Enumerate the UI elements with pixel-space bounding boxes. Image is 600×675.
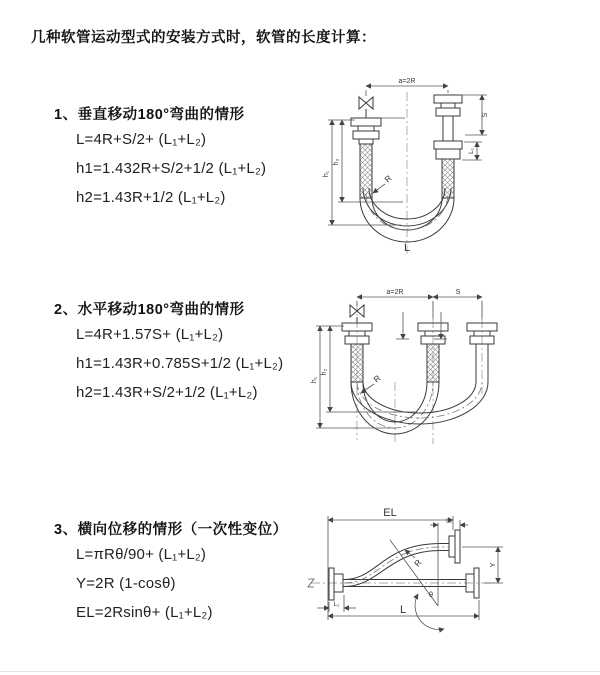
section-2-heading: 2、水平移动180°弯曲的情形 bbox=[54, 302, 245, 318]
radius-label: R bbox=[382, 173, 394, 185]
dim-label-a2r: a=2R bbox=[398, 78, 416, 85]
section-3-formula-el: EL=2Rsinθ+ (L₁+L₂) bbox=[76, 604, 213, 621]
hose-assembly bbox=[351, 95, 462, 242]
dim-label-s: S bbox=[482, 112, 489, 118]
angle-construction bbox=[390, 523, 444, 630]
dim-label-l1-top: L₁ bbox=[446, 517, 452, 525]
dim-label-a2r: a=2R bbox=[386, 289, 404, 296]
braided-hose-left bbox=[360, 144, 372, 198]
diagram-lateral-displacement bbox=[298, 498, 600, 663]
dim-label-l1-left: L₁ bbox=[333, 601, 340, 608]
section-2-formula-l: L=4R+1.57S+ (L₁+L₂) bbox=[76, 326, 224, 343]
dim-label-s: S bbox=[455, 289, 461, 296]
s-curve-hose bbox=[344, 544, 449, 587]
dim-label-l: L bbox=[399, 604, 407, 616]
braided-hose-middle bbox=[427, 344, 439, 382]
upper-flange bbox=[449, 530, 460, 563]
dim-label-el: EL bbox=[383, 507, 397, 519]
hose-assembly bbox=[342, 305, 497, 434]
section-3-heading: 3、横向位移的情形（一次性变位） bbox=[54, 522, 288, 538]
valve-icon bbox=[359, 97, 373, 118]
radius-label: R bbox=[371, 372, 383, 385]
section-3-formula-y: Y=2R (1-cosθ) bbox=[76, 575, 176, 592]
bottom-divider bbox=[0, 671, 600, 672]
hose-assembly bbox=[329, 530, 479, 600]
section-3-formula-l: L=πRθ/90+ (L₁+L₂) bbox=[76, 546, 207, 563]
section-1-formula-h1: h1=1.432R+S/2+1/2 (L₁+L₂) bbox=[76, 160, 267, 177]
dimension-lines bbox=[328, 86, 487, 225]
section-1-formula-l: L=4R+S/2+ (L₁+L₂) bbox=[76, 131, 207, 148]
dim-label-h2: h₂ bbox=[321, 368, 328, 376]
section-2-formula-h2: h2=1.43R+S/2+1/2 (L₁+L₂) bbox=[76, 384, 258, 401]
angle-label: θ bbox=[428, 590, 434, 599]
left-fitting bbox=[351, 118, 381, 144]
right-fitting bbox=[434, 95, 462, 159]
dim-label-h1: h₁ bbox=[311, 376, 318, 384]
dim-label-y: Y bbox=[488, 562, 497, 568]
section-1-formula-h2: h2=1.43R+1/2 (L₁+L₂) bbox=[76, 189, 226, 206]
dim-label-h2: h₂ bbox=[333, 158, 340, 166]
dim-label-l: L bbox=[403, 242, 411, 254]
diagram-horizontal-180-bend bbox=[308, 282, 600, 462]
braided-hose-right bbox=[442, 159, 454, 198]
diagram-vertical-180-bend bbox=[315, 70, 600, 265]
braided-hose-left bbox=[351, 344, 363, 382]
section-2-formula-h1: h1=1.43R+0.785S+1/2 (L₁+L₂) bbox=[76, 355, 284, 372]
dim-label-l1: L₁ bbox=[468, 148, 475, 154]
page-title: 几种软管运动型式的安装方式时，软管的长度计算： bbox=[31, 30, 376, 46]
radius-label: R bbox=[412, 557, 424, 569]
section-1-heading: 1、垂直移动180°弯曲的情形 bbox=[54, 107, 245, 123]
left-flange bbox=[329, 568, 343, 600]
dimension-lines bbox=[316, 297, 482, 428]
dim-label-h1: h₁ bbox=[323, 170, 330, 178]
